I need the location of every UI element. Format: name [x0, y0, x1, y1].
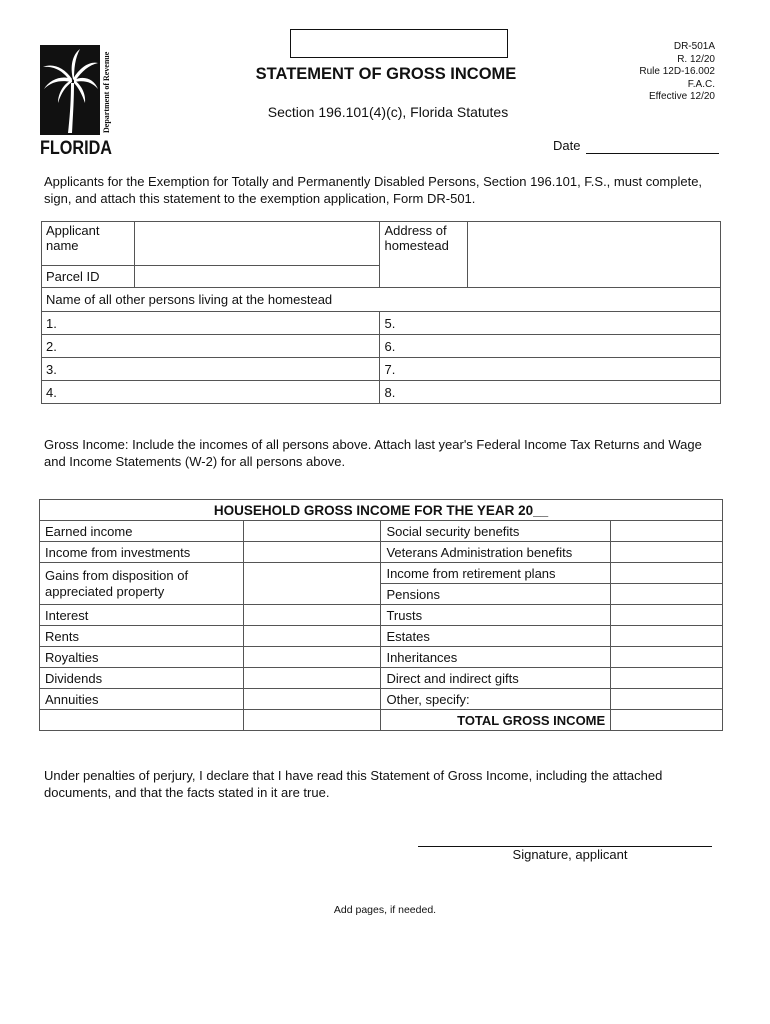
empty-cell: [243, 710, 381, 731]
income-label-other: Other, specify:: [381, 689, 611, 710]
declaration-text: Under penalties of perjury, I declare that I have read this Statement of Gross Income, including the attached documents, and that the facts stated in it are true.: [44, 768, 663, 800]
form-effective: Effective 12/20: [649, 91, 715, 102]
income-field-retirement[interactable]: [611, 563, 723, 584]
income-label-annuities: Annuities: [40, 689, 244, 710]
date-field[interactable]: [586, 153, 719, 154]
income-label-gains: Gains from disposition of appreciated property: [40, 563, 244, 605]
person-number: 7.: [384, 361, 396, 377]
florida-dor-logo: [40, 45, 112, 157]
income-field-other[interactable]: [611, 689, 723, 710]
page-subtitle: Section 196.101(4)(c), Florida Statutes: [267, 104, 509, 120]
income-field-annuities[interactable]: [243, 689, 381, 710]
form-rule: Rule 12D-16.002: [639, 66, 715, 77]
parcel-id-field[interactable]: [134, 266, 380, 288]
income-field-dividends[interactable]: [243, 668, 381, 689]
person-number: 8.: [384, 384, 396, 400]
income-field-trusts[interactable]: [611, 605, 723, 626]
form-identifier: [639, 41, 715, 104]
income-label-royalties: Royalties: [40, 647, 244, 668]
income-field-gains[interactable]: [243, 563, 381, 605]
person-field-1[interactable]: [42, 312, 380, 335]
person-field-4[interactable]: [42, 381, 380, 404]
logo-florida-text: FLORIDA: [40, 137, 112, 159]
income-field-inheritances[interactable]: [611, 647, 723, 668]
income-label-va-benefits: Veterans Administration benefits: [381, 542, 611, 563]
household-income-table: [39, 499, 723, 731]
logo-department-text: Department of Revenue: [102, 51, 111, 133]
applicant-table: [41, 221, 721, 404]
address-field[interactable]: [468, 222, 721, 288]
income-field-rents[interactable]: [243, 626, 381, 647]
income-label-social-security: Social security benefits: [381, 521, 611, 542]
income-label-trusts: Trusts: [381, 605, 611, 626]
form-id-box[interactable]: [290, 29, 508, 58]
parcel-id-label: Parcel ID: [42, 266, 135, 288]
gross-income-note: Gross Income: Include the incomes of all persons above. Attach last year's Federal Income Tax Returns and Wage and Income Statements (W-2) for all persons above.: [44, 437, 702, 469]
income-field-investments[interactable]: [243, 542, 381, 563]
person-number: 2.: [46, 338, 57, 354]
form-fac: F.A.C.: [687, 78, 715, 90]
person-number: 3.: [46, 361, 57, 377]
income-field-pensions[interactable]: [611, 584, 723, 605]
income-field-earned[interactable]: [243, 521, 381, 542]
empty-cell: [40, 710, 244, 731]
income-field-royalties[interactable]: [243, 647, 381, 668]
person-field-8[interactable]: [380, 381, 721, 404]
signature-label: Signature, applicant: [512, 847, 628, 862]
person-field-2[interactable]: [42, 335, 380, 358]
person-field-6[interactable]: [380, 335, 721, 358]
income-field-social-security[interactable]: [611, 521, 723, 542]
person-field-5[interactable]: [380, 312, 721, 335]
income-label-pensions: Pensions: [381, 584, 611, 605]
income-label-inheritances: Inheritances: [381, 647, 611, 668]
intro-text: Applicants for the Exemption for Totally and Permanently Disabled Persons, Section 196.101, F.S., must complete, sign, and attach this statement to the exemption application, Form DR-501.: [44, 174, 703, 206]
person-field-3[interactable]: [42, 358, 380, 381]
person-field-7[interactable]: [380, 358, 721, 381]
form-number: DR-501A: [673, 41, 715, 52]
form-revision: R. 12/20: [677, 53, 715, 65]
other-persons-label: Name of all other persons living at the homestead: [42, 288, 721, 312]
applicant-name-field[interactable]: [134, 222, 380, 266]
income-label-rents: Rents: [40, 626, 244, 647]
income-field-gifts[interactable]: [611, 668, 723, 689]
income-label-gifts: Direct and indirect gifts: [381, 668, 611, 689]
add-pages-note: Add pages, if needed.: [333, 904, 437, 916]
income-label-estates: Estates: [381, 626, 611, 647]
income-label-interest: Interest: [40, 605, 244, 626]
income-label-earned: Earned income: [40, 521, 244, 542]
income-label-dividends: Dividends: [40, 668, 244, 689]
income-field-interest[interactable]: [243, 605, 381, 626]
person-number: 1.: [46, 315, 57, 331]
income-label-investments: Income from investments: [40, 542, 244, 563]
person-number: 6.: [384, 338, 396, 354]
address-label: Address of homestead: [380, 222, 468, 288]
income-field-va-benefits[interactable]: [611, 542, 723, 563]
person-number: 4.: [46, 384, 57, 400]
applicant-name-label: Applicant name: [42, 222, 135, 266]
total-gross-income-field[interactable]: [611, 710, 723, 731]
income-table-heading: HOUSEHOLD GROSS INCOME FOR THE YEAR 20__: [40, 500, 723, 521]
page-title: STATEMENT OF GROSS INCOME: [255, 65, 517, 83]
total-gross-income-label: TOTAL GROSS INCOME: [381, 710, 611, 731]
person-number: 5.: [384, 315, 396, 331]
income-field-estates[interactable]: [611, 626, 723, 647]
date-label: Date: [553, 138, 581, 153]
income-label-retirement: Income from retirement plans: [381, 563, 611, 584]
